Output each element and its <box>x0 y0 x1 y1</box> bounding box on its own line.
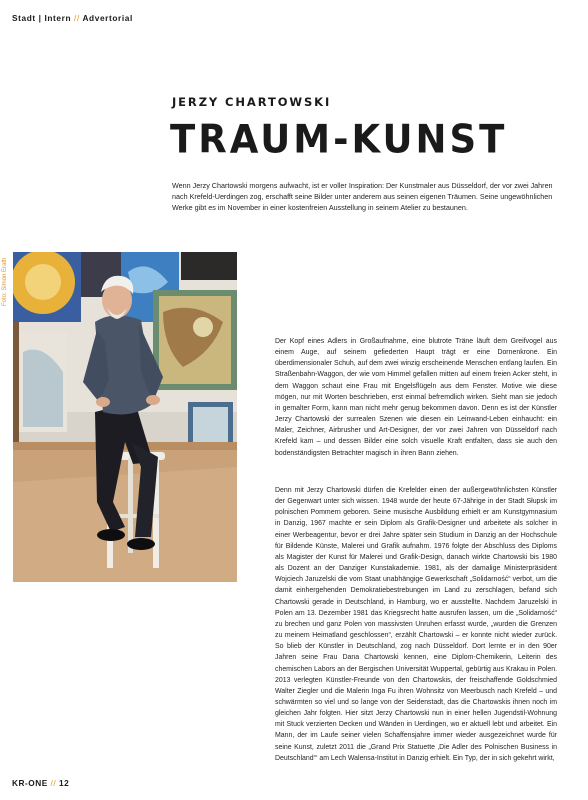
body-paragraph-1: Der Kopf eines Adlers in Großaufnahme, eine blutrote Träne läuft dem Greifvogel aus einem Auge, auf seinem gefiederten Haupt trägt er eine Dornenkrone. Ein überdimensionaler Schuh, auf dem zwei winzig erscheinende Menschen entlang laufen. Ein Straßenbahn-Waggon, der wie vom Himmel gefallen mitten auf einem freien Acker steht, in dem Waggon schaut eine Frau mit Engelsflügeln aus dem Fenster. Motive wie diese mögen, nur mit Worten beschrieben, erst einmal befremdlich wirken. Sieht man sie jedoch in gemalter Form, kann man nicht mehr genug bekommen davon. Denn es ist der Künstler Jerzy Chartowski der surrealen Szenen wie diesen ein Leinwand-Leben einhaucht: ein Maler, Zeichner, Airbrusher und Art-Designer, der vor zwei Jahren von Düsseldorf nach Krefeld kam – und dessen Bilder eine solch visuelle Kraft entfalten, dass sie auch den bodenständigsten Betrachter magisch in ihren Bann ziehen. <box>275 338 557 457</box>
header-divider: | <box>38 13 45 23</box>
footer-magazine: KR-ONE <box>12 778 48 788</box>
header-separator: // <box>74 13 80 23</box>
artist-photo <box>13 252 237 582</box>
header-sub: Intern <box>44 13 72 23</box>
section-header <box>12 13 133 23</box>
author-name: JERZY CHARTOWSKI <box>172 95 332 109</box>
photo-credit-wrapper <box>2 250 12 310</box>
article-title: TRAUM-KUNST <box>170 117 508 163</box>
header-section: Stadt <box>12 13 36 23</box>
header-tag: Advertorial <box>82 13 133 23</box>
artist-photo-illustration <box>13 252 237 582</box>
article-lead: Wenn Jerzy Chartowski morgens aufwacht, ist er voller Inspiration: Der Kunstmaler aus Düsseldorf, der vor zwei Jahren nach Krefeld-Uerdingen zog, erschafft seine Bilder unter anderem aus seinen eigenen Träumen. Seine ungewöhnlichen Werke gibt es im November in einer kostenfreien Ausstellung in seinem Atelier zu bestaunen. <box>172 181 553 213</box>
page-footer <box>12 778 69 788</box>
footer-page-number: 12 <box>58 778 70 788</box>
footer-separator: // <box>50 778 57 788</box>
photo-credit: Foto: Simon Erath <box>2 257 8 306</box>
body-paragraph-2: Denn mit Jerzy Chartowski dürfen die Krefelder einen der außergewöhnlichsten Künstler der Gegenwart unter sich wissen. 1948 wurde der heute 67-Jährige in der Stadt Słupsk im polnischen Pommern geboren. Seine musische Ausbildung erhielt er am Kunstgymnasium in Danzig, 1967 machte er sein Diplom als Grafik-Designer und arbeitete als solcher in einer Werbeagentur, bevor er drei Jahre später sein Studium in Danzig an der Hochschule für Bildende Künste, Malerei und Grafik aufnahm. 1976 folgte der Abschluss des Diploms als Magister der Kunst für Malerei und Grafik-Design, danach wirkte Chartowski bis 1980 als Dozent an der Danziger Kunstakademie. 1981, als der damalige Ministerpräsident Wojciech Jaruzelski die vom Staat unabhängige Gewerkschaft „Solidarność“ verbot, um die damit einhergehenden Demokratiebestrebungen im Land zu zerschlagen, befand sich Chartowski gerade in Deutschland, in Hamburg, wo er ausstellte. Nachdem Jaruzelski in Polen am 13. Dezember 1981 das Kriegsrecht hatte ausrufen lassen, um die „Solidarność“ zu brechen und ganz Polen von massivsten Unruhen erfasst wurde, „wurden die Grenzen zu meinem Heimatland geschlossen“, erzählt Chartowski – er konnte nicht wieder zurück. So blieb der Künstler in Deutschland, zog nach Düsseldorf. Dort lernte er in den 90er Jahren seine Frau Dana Chartowski kennen, eine Diplom-Chemikerin, Leiterin des chemischen Labors an der Bergischen Universität Wuppertal, gebürtig aus Krakau in Polen. 2013 verlegten Künstler-Freunde von den Chartowskis, der freischaffende Goldschmied Walter Ziegler und die Malerin Inga Fu ihren Wohnsitz von Meerbusch nach Krefeld – und schwärmten so viel und so lange von der Seidenstadt, das die Chartowskis ihnen noch im gleichen Jahr folgten. Hier sitzt Jerzy Chartowski nun in einer hellen Jugendstil-Wohnung mit Stuck verzierten Decken und Wänden in Uerdingen, wo er aktuell lebt und arbeitet. Ein Mann, der im Laufe seiner vielen Schaffensjahre immer wieder ausgezeichnet wurde für seine Kunst, zuletzt 2011 die „Grand Prix Statuette ‚Die Adler des Polnischen Business in Deutschland‘“ am Lech Walensa-Institut in Danzig erhielt. Ein Typ, der in sich gekehrt wirkt, <box>275 487 557 762</box>
